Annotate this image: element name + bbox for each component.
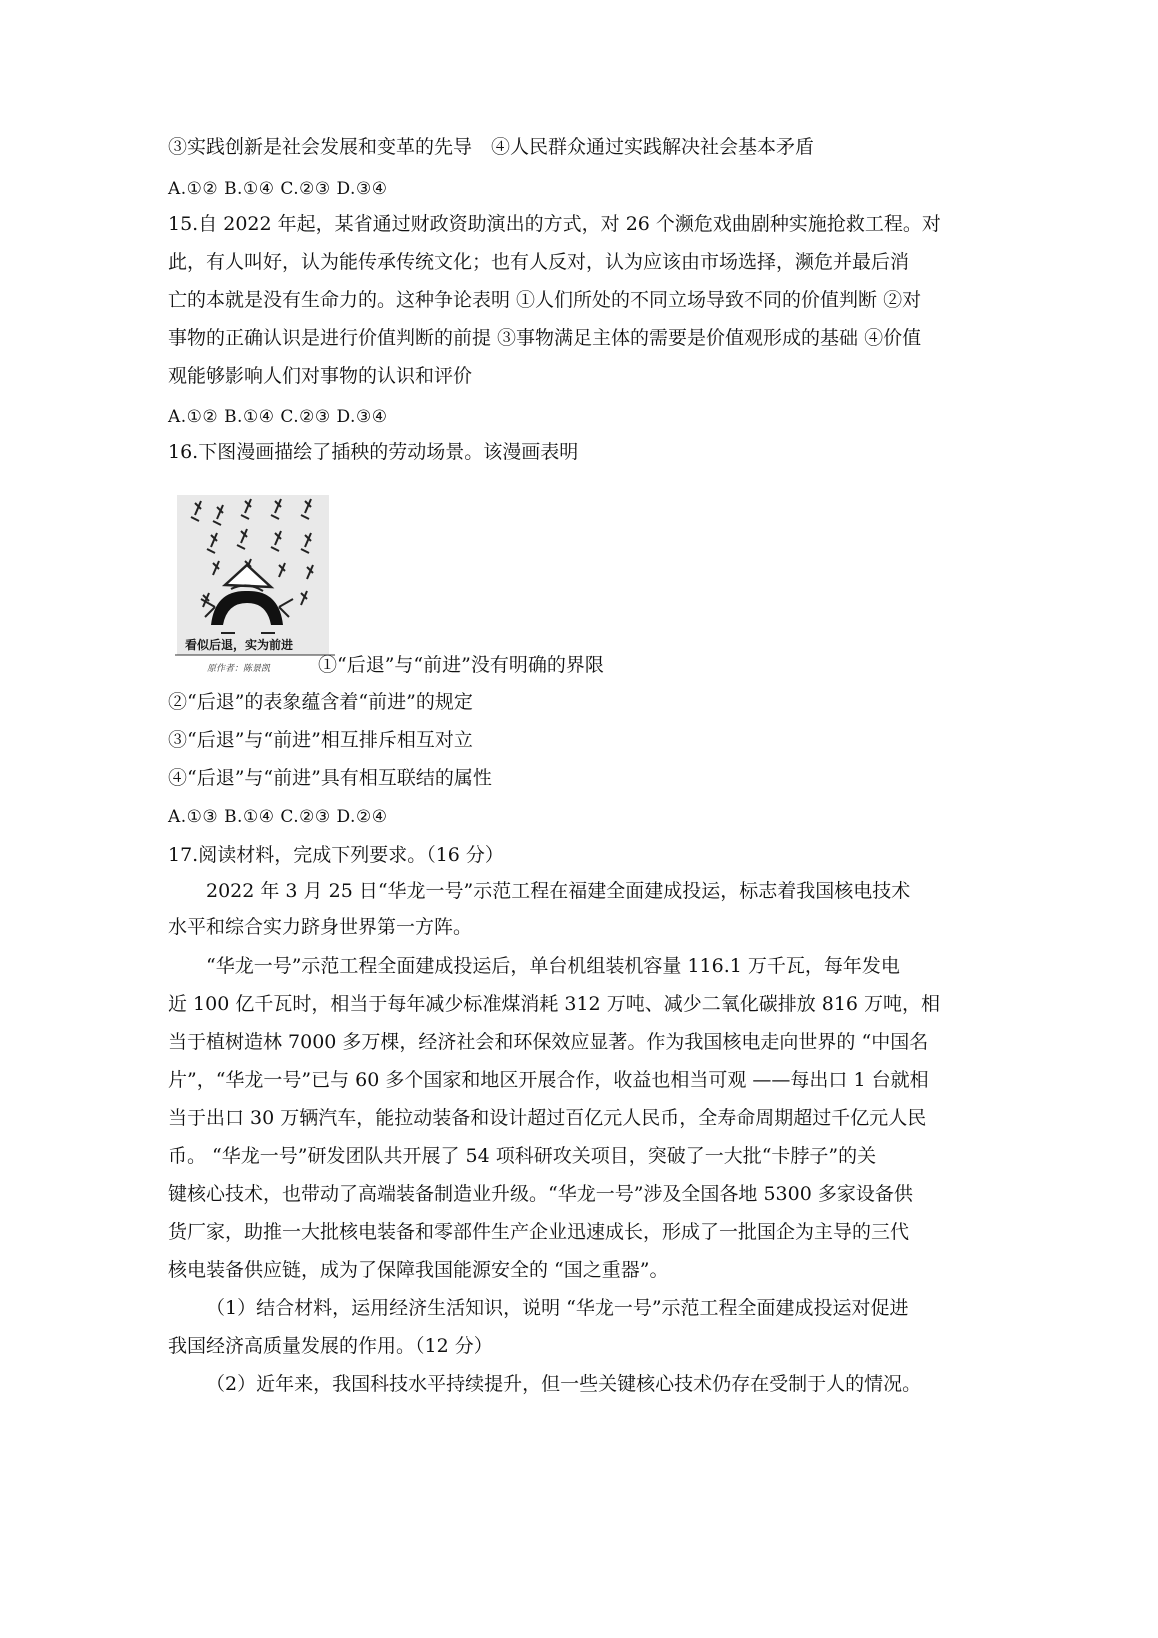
q16-statement-2: ②“后退”的表象蕴含着“前进”的规定 [168, 691, 473, 713]
q17-stem: 17.阅读材料，完成下列要求。（16 分） [168, 844, 504, 866]
q14-statement-line: ③实践创新是社会发展和变革的先导 ④人民群众通过实践解决社会基本矛盾 [168, 136, 815, 158]
q15-line-4: 事物的正确认识是进行价值判断的前提 ③事物满足主体的需要是价值观形成的基础 ④价值 [168, 327, 922, 349]
q14-options: A.①② B.①④ C.②③ D.③④ [168, 179, 388, 199]
q17-para2-line-6: 币。 “华龙一号”研发团队共开展了 54 项科研攻关项目，突破了一大批“卡脖子”的关 [168, 1145, 877, 1167]
q16-statement-1: ①“后退”与“前进”没有明确的界限 [318, 654, 604, 676]
cartoon-author: 原作者：陈景凯 [207, 664, 271, 674]
q16-options: A.①③ B.①④ C.②③ D.②④ [168, 807, 388, 827]
q17-sub1-line-1: （1）结合材料，运用经济生活知识，说明 “华龙一号”示范工程全面建成投运对促进 [206, 1297, 909, 1319]
q16-statement-4: ④“后退”与“前进”具有相互联结的属性 [168, 767, 492, 789]
q17-para1-line-1: 2022 年 3 月 25 日“华龙一号”示范工程在福建全面建成投运，标志着我国核电技术 [206, 880, 911, 902]
cartoon-caption: 看似后退，实为前进 [185, 638, 294, 652]
q17-para2-line-1: “华龙一号”示范工程全面建成投运后，单台机组装机容量 116.1 万千瓦，每年发电 [206, 955, 900, 977]
q15-line-2: 此，有人叫好，认为能传承传统文化；也有人反对，认为应该由市场选择，濒危并最后消 [168, 251, 910, 273]
q15-line-3: 亡的本就是没有生命力的。这种争论表明 ①人们所处的不同立场导致不同的价值判断 ②对 [168, 289, 922, 311]
q17-para2-line-5: 当于出口 30 万辆汽车，能拉动装备和设计超过百亿元人民币，全寿命周期超过千亿元人民 [168, 1107, 927, 1129]
q16-stem: 16.下图漫画描绘了插秧的劳动场景。该漫画表明 [168, 441, 579, 463]
rice-planting-cartoon [175, 495, 335, 693]
q17-para2-line-2: 近 100 亿千瓦时，相当于每年减少标准煤消耗 312 万吨、减少二氧化碳排放 816 万吨，相 [168, 993, 941, 1015]
q15-options: A.①② B.①④ C.②③ D.③④ [168, 407, 388, 427]
q15-line-5: 观能够影响人们对事物的认识和评价 [168, 365, 473, 387]
q17-para2-line-8: 货厂家，助推一大批核电装备和零部件生产企业迅速成长，形成了一批国企为主导的三代 [168, 1221, 910, 1243]
q17-para2-line-3: 当于植树造林 7000 多万棵，经济社会和环保效应显著。作为我国核电走向世界的 “中国名 [168, 1031, 929, 1053]
q17-para2-line-9: 核电装备供应链，成为了保障我国能源安全的 “国之重器”。 [168, 1259, 669, 1281]
q17-sub1-line-2: 我国经济高质量发展的作用。（12 分） [168, 1335, 493, 1357]
q17-para2-line-4: 片”，“华龙一号”已与 60 多个国家和地区开展合作，收益也相当可观 ——每出口 1 台就相 [168, 1069, 929, 1091]
q15-line-1: 15.自 2022 年起，某省通过财政资助演出的方式，对 26 个濒危戏曲剧种实施抢救工程。对 [168, 213, 941, 235]
q17-para2-line-7: 键核心技术，也带动了高端装备制造业升级。“华龙一号”涉及全国各地 5300 多家设备供 [168, 1183, 913, 1205]
q17-sub2: （2）近年来，我国科技水平持续提升，但一些关键核心技术仍存在受制于人的情况。 [206, 1373, 922, 1395]
q17-para1-line-2: 水平和综合实力跻身世界第一方阵。 [168, 916, 473, 938]
q16-statement-3: ③“后退”与“前进”相互排斥相互对立 [168, 729, 473, 751]
